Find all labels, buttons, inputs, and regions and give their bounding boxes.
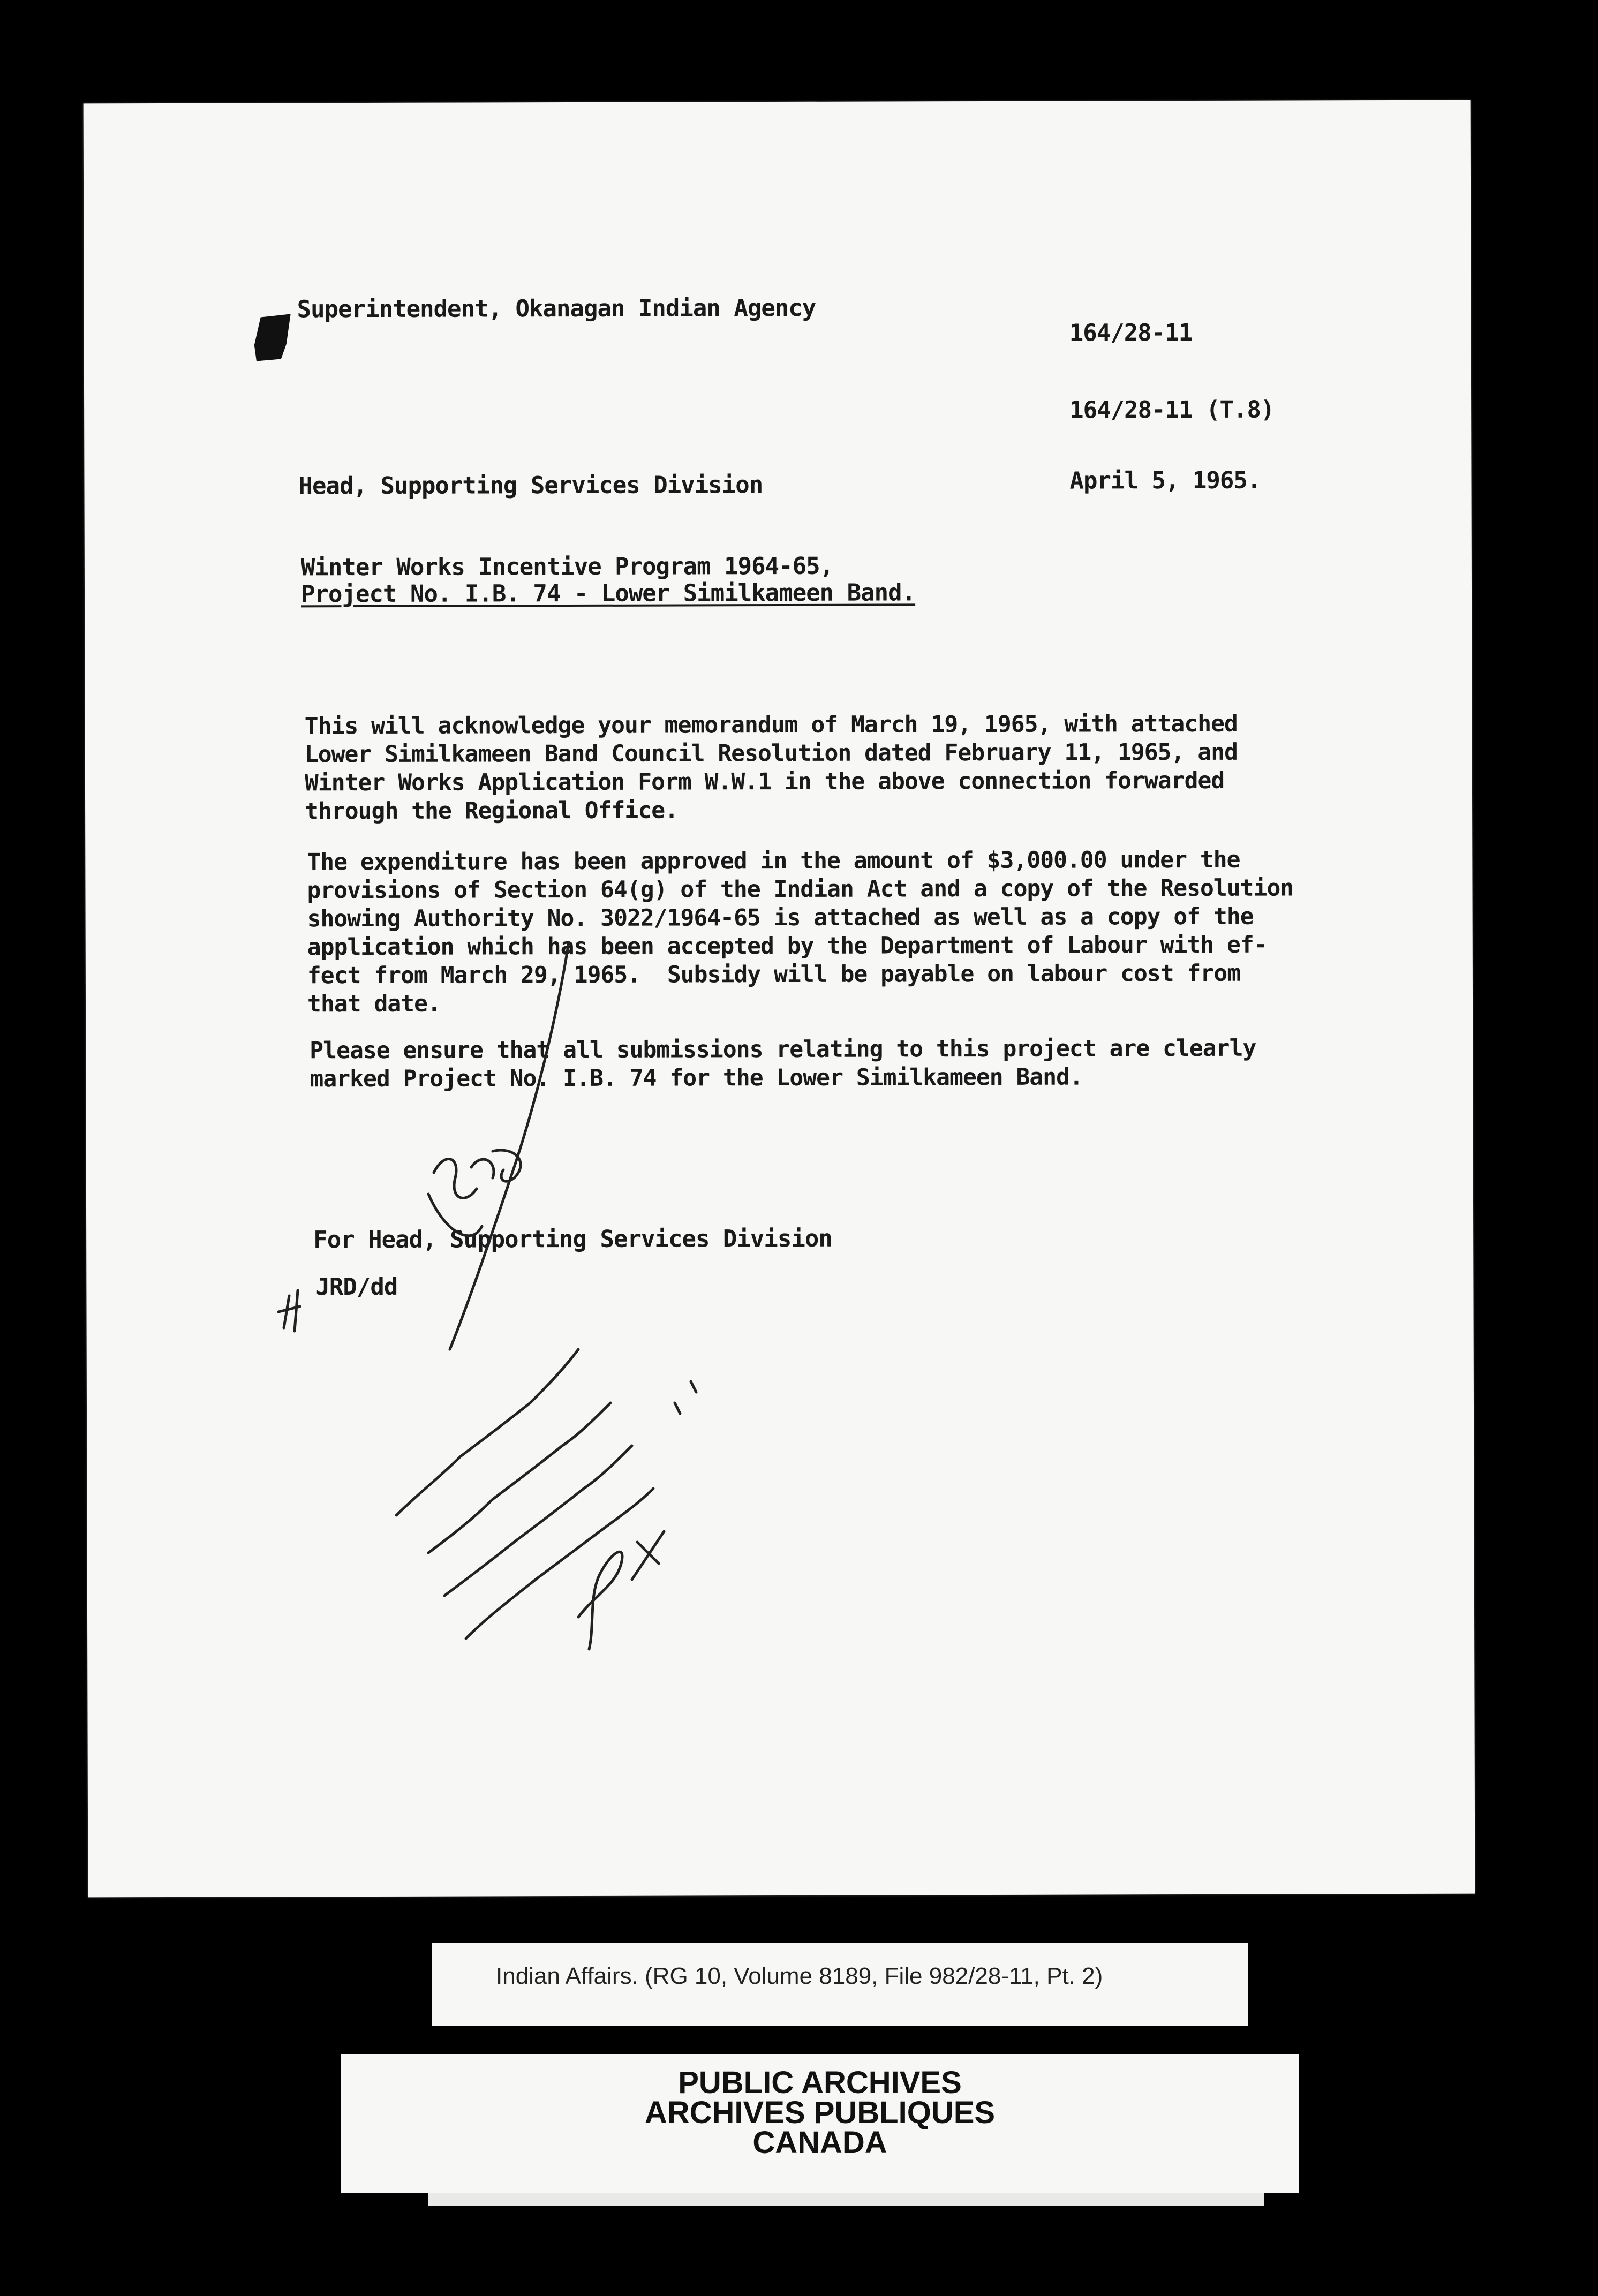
- signature-block: For Head, Supporting Services Division: [313, 1225, 832, 1254]
- paragraph-line: through the Regional Office.: [305, 797, 679, 825]
- stamp-line-3: CANADA: [752, 2125, 887, 2160]
- paragraph-line: application which has been accepted by the Department of Labour with ef-: [307, 931, 1267, 961]
- paragraph-line: This will acknowledge your memorandum of March 19, 1965, with attached: [304, 710, 1238, 740]
- stamp-line-1: PUBLIC ARCHIVES: [678, 2065, 962, 2100]
- memo-to: Head, Supporting Services Division: [298, 471, 763, 500]
- paragraph-line: that date.: [307, 990, 441, 1018]
- paragraph-ensure: [310, 1034, 1256, 1094]
- paragraph-line: Winter Works Application Form W.W.1 in the above connection forwarded: [304, 767, 1225, 797]
- file-reference-2: 164/28-11 (T.8): [1069, 396, 1275, 424]
- paragraph-line: Lower Similkameen Band Council Resolution dated February 11, 1965, and: [304, 738, 1238, 768]
- stamp-line-2: ARCHIVES PUBLIQUES: [644, 2095, 996, 2130]
- paragraph-line: marked Project No. I.B. 74 for the Lower Similkameen Band.: [310, 1063, 1083, 1093]
- typist-initials: JRD/dd: [315, 1273, 398, 1301]
- memo-from: Superintendent, Okanagan Indian Agency: [297, 294, 816, 323]
- paragraph-line: fect from March 29, 1965. Subsidy will be payable on labour cost from: [307, 960, 1241, 990]
- memo-date: April 5, 1965.: [1069, 466, 1261, 495]
- paragraph-acknowledge: [305, 710, 1238, 826]
- file-reference-1: 164/28-11: [1069, 319, 1193, 347]
- archive-reference: Indian Affairs. (RG 10, Volume 8189, File 982/28-11, Pt. 2): [496, 1963, 1103, 1989]
- paragraph-line: The expenditure has been approved in the amount of $3,000.00 under the: [307, 846, 1240, 876]
- archive-reference-label: [432, 1943, 1248, 2026]
- paragraph-line: provisions of Section 64(g) of the Indian Act and a copy of the Resolution: [307, 874, 1294, 904]
- memo-page: [84, 100, 1475, 1898]
- paragraph-line: Please ensure that all submissions relating to this project are clearly: [310, 1034, 1256, 1064]
- paragraph-line: showing Authority No. 3022/1964-65 is attached as well as a copy of the: [307, 903, 1254, 933]
- label-strip: [428, 2193, 1264, 2206]
- subject-line-1: Winter Works Incentive Program 1964-65,: [300, 552, 834, 581]
- ink-blot: [253, 313, 292, 362]
- subject-line-2: Project No. I.B. 74 - Lower Similkameen Band.: [300, 579, 916, 608]
- archive-stamp: [341, 2054, 1299, 2193]
- paragraph-expenditure: [307, 845, 1294, 1018]
